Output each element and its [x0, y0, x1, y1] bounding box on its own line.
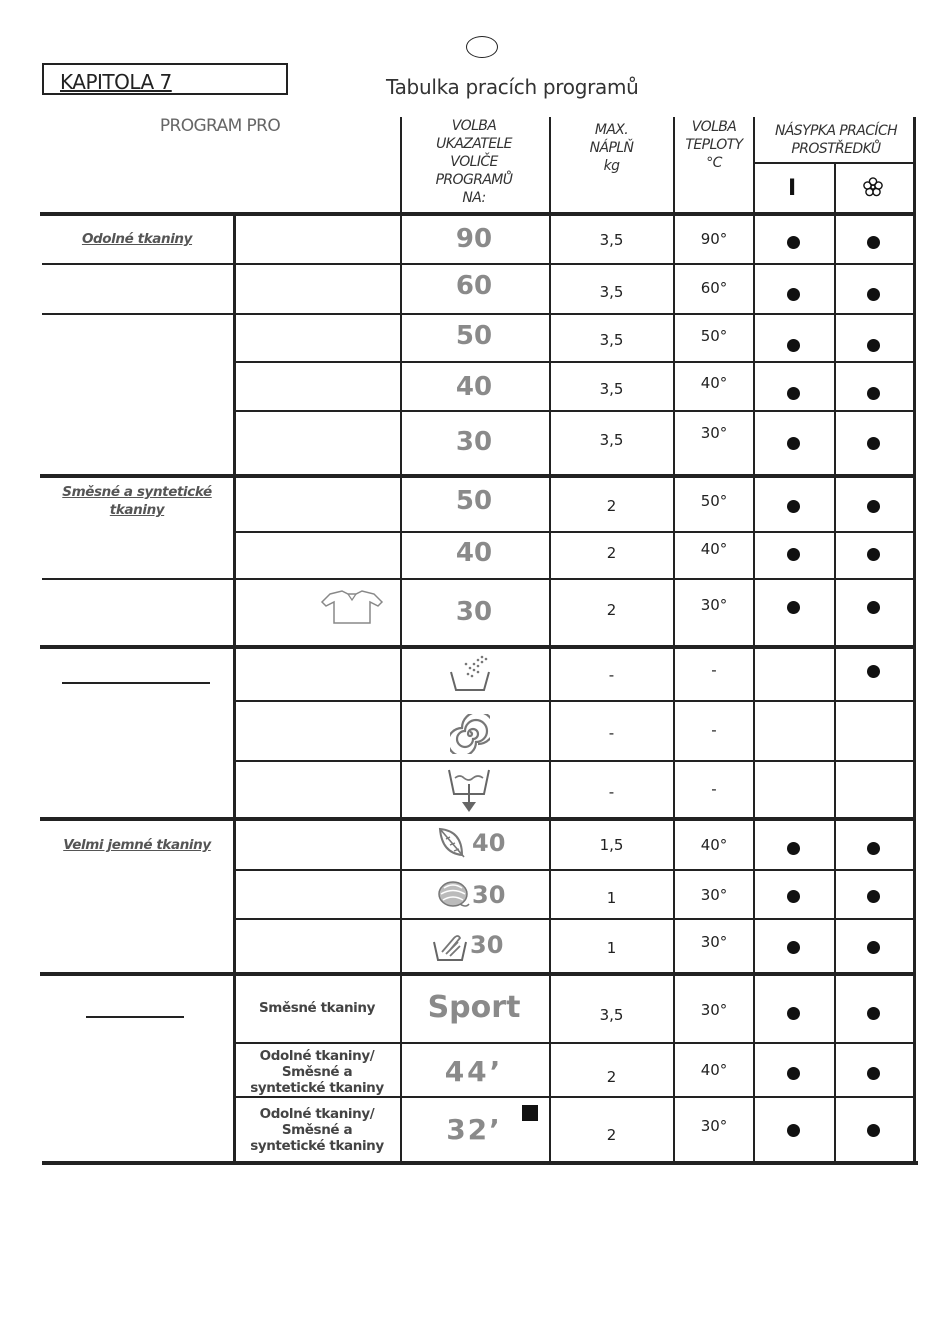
temperature-cell: - [711, 780, 717, 798]
selector-90: 90 [455, 224, 493, 254]
softener-compartment-dot [867, 665, 880, 678]
category-blank-underline [62, 682, 210, 684]
quick-program-square-icon [522, 1105, 538, 1121]
temperature-cell: 30° [700, 933, 728, 951]
row-line [233, 918, 915, 920]
selector-44: 44’ [444, 1055, 504, 1088]
temperature-cell: 30° [700, 886, 728, 904]
column-header-detergent: NÁSYPKA PRACÍCH PROSTŘEDKŮ [774, 123, 898, 157]
wool-icon [436, 878, 470, 910]
temperature-cell: - [711, 721, 717, 739]
selector-30-wool: 30 [472, 881, 506, 909]
sub-label-sport: Směsné tkaniny [258, 1000, 376, 1016]
flower-softener-icon [862, 176, 884, 198]
max-load-cell: 3,5 [599, 380, 624, 398]
softener-compartment-dot [867, 500, 880, 513]
temperature-cell: 40° [700, 836, 728, 854]
row-line-left [42, 313, 234, 315]
softener-compartment-dot [867, 1124, 880, 1137]
header-subline [754, 162, 914, 164]
selector-40: 40 [455, 372, 493, 402]
row-line [233, 1096, 915, 1098]
max-load-cell: 3,5 [599, 431, 624, 449]
temperature-cell: 40° [700, 540, 728, 558]
max-load-cell: 2 [606, 1126, 617, 1144]
max-load-cell: 2 [606, 544, 617, 562]
selector-30: 30 [455, 427, 493, 457]
max-load-cell: 3,5 [599, 231, 624, 249]
temperature-cell: 60° [700, 279, 728, 297]
max-load-cell: 3,5 [599, 283, 624, 301]
temperature-cell: 90° [700, 230, 728, 248]
softener-compartment-dot [867, 236, 880, 249]
row-line [233, 869, 915, 871]
max-load-cell: 2 [606, 497, 617, 515]
column-header-selector: VOLBA UKAZATELE VOLIČE PROGRAMŮ NA: [435, 118, 513, 206]
row-line [233, 361, 915, 363]
row-line [233, 531, 915, 533]
softener-compartment-dot [867, 842, 880, 855]
max-load-cell: - [608, 783, 615, 801]
temperature-cell: 30° [700, 1117, 728, 1135]
softener-compartment-dot [867, 601, 880, 614]
sub-label-44: Odolné tkaniny/ Směsné a syntetické tkaniny [250, 1048, 384, 1096]
detergent-compartment-1-dot [787, 288, 800, 301]
selector-40-delicate: 40 [472, 829, 506, 857]
temperature-cell: 50° [700, 492, 728, 510]
max-load-cell: 1,5 [599, 836, 624, 854]
hand-wash-icon [432, 928, 468, 962]
softener-compartment-dot [867, 288, 880, 301]
max-load-cell: 1 [606, 889, 617, 907]
category-cotton: Odolné tkaniny [81, 231, 193, 247]
selector-32: 32’ [446, 1113, 502, 1146]
table-bottom-border [42, 1161, 918, 1165]
detergent-compartment-1-dot [787, 1007, 800, 1020]
softener-compartment-dot [867, 941, 880, 954]
row-line-left [42, 578, 234, 580]
softener-compartment-dot [867, 548, 880, 561]
row-line [233, 1042, 915, 1044]
detergent-compartment-1-dot [787, 387, 800, 400]
detergent-compartment-1-dot [787, 842, 800, 855]
selector-50-synthetic: 50 [455, 486, 493, 516]
detergent-compartment-1-dot [787, 437, 800, 450]
section-separator [40, 645, 916, 649]
column-header-temperature: VOLBA TEPLOTY °C [685, 119, 743, 171]
column-line [233, 212, 236, 1163]
row-line [233, 700, 915, 702]
temperature-cell: 40° [700, 374, 728, 392]
spin-icon [450, 714, 490, 754]
temperature-cell: 50° [700, 327, 728, 345]
detergent-compartment-1-dot [787, 548, 800, 561]
rinse-icon [448, 654, 492, 694]
detergent-compartment-1-dot [787, 1067, 800, 1080]
row-line [233, 578, 915, 580]
detergent-compartment-1-dot [787, 601, 800, 614]
column-line [913, 117, 916, 1163]
shirt-icon [320, 588, 384, 626]
temperature-cell: 30° [700, 1001, 728, 1019]
selector-40-synthetic: 40 [455, 538, 493, 568]
column-header-program: PROGRAM PRO [159, 116, 281, 136]
selector-30-synthetic: 30 [455, 597, 493, 627]
softener-compartment-dot [867, 1007, 880, 1020]
row-line-left [42, 263, 234, 265]
row-line [233, 263, 915, 265]
delicate-leaf-icon [436, 825, 468, 861]
detergent-compartment-1-dot [787, 236, 800, 249]
temperature-cell: 30° [700, 596, 728, 614]
detergent-compartment-1-dot [787, 890, 800, 903]
section-separator [40, 474, 916, 478]
max-load-cell: - [608, 666, 615, 684]
category-delicate: Velmi jemné tkaniny [63, 837, 211, 853]
detergent-compartment-1-dot [787, 1124, 800, 1137]
category-synthetic: Směsné a syntetické tkaniny [62, 484, 212, 518]
column-header-load: MAX. NÁPLŇ kg [589, 122, 634, 174]
max-load-cell: 2 [606, 1068, 617, 1086]
language-badge [466, 36, 498, 58]
row-line [233, 313, 915, 315]
temperature-cell: - [711, 661, 717, 679]
detergent-compartment-1-dot [787, 941, 800, 954]
temperature-cell: 40° [700, 1061, 728, 1079]
section-separator [40, 212, 916, 216]
max-load-cell: 3,5 [599, 1006, 624, 1024]
row-line [233, 410, 915, 412]
softener-compartment-dot [867, 339, 880, 352]
selector-60: 60 [455, 271, 493, 301]
detergent-compartment-1-dot [787, 339, 800, 352]
max-load-cell: 3,5 [599, 331, 624, 349]
row-line [233, 760, 915, 762]
drain-icon [446, 768, 492, 814]
section-separator [40, 817, 916, 821]
category-special-underline [86, 1016, 184, 1018]
softener-compartment-dot [867, 437, 880, 450]
chapter-label: KAPITOLA 7 [60, 70, 172, 94]
max-load-cell: 1 [606, 939, 617, 957]
max-load-cell: - [608, 724, 615, 742]
section-separator [40, 972, 916, 976]
max-load-cell: 2 [606, 601, 617, 619]
selector-sport: Sport [427, 990, 521, 1025]
softener-compartment-dot [867, 387, 880, 400]
compartment-1-label: I [788, 176, 797, 201]
selector-30-hand-wash: 30 [470, 931, 504, 959]
temperature-cell: 30° [700, 424, 728, 442]
softener-compartment-dot [867, 1067, 880, 1080]
sub-label-32: Odolné tkaniny/ Směsné a syntetické tkaniny [250, 1106, 384, 1154]
page-title: Tabulka pracích programů [386, 75, 639, 99]
detergent-compartment-1-dot [787, 500, 800, 513]
softener-compartment-dot [867, 890, 880, 903]
selector-50: 50 [455, 321, 493, 351]
